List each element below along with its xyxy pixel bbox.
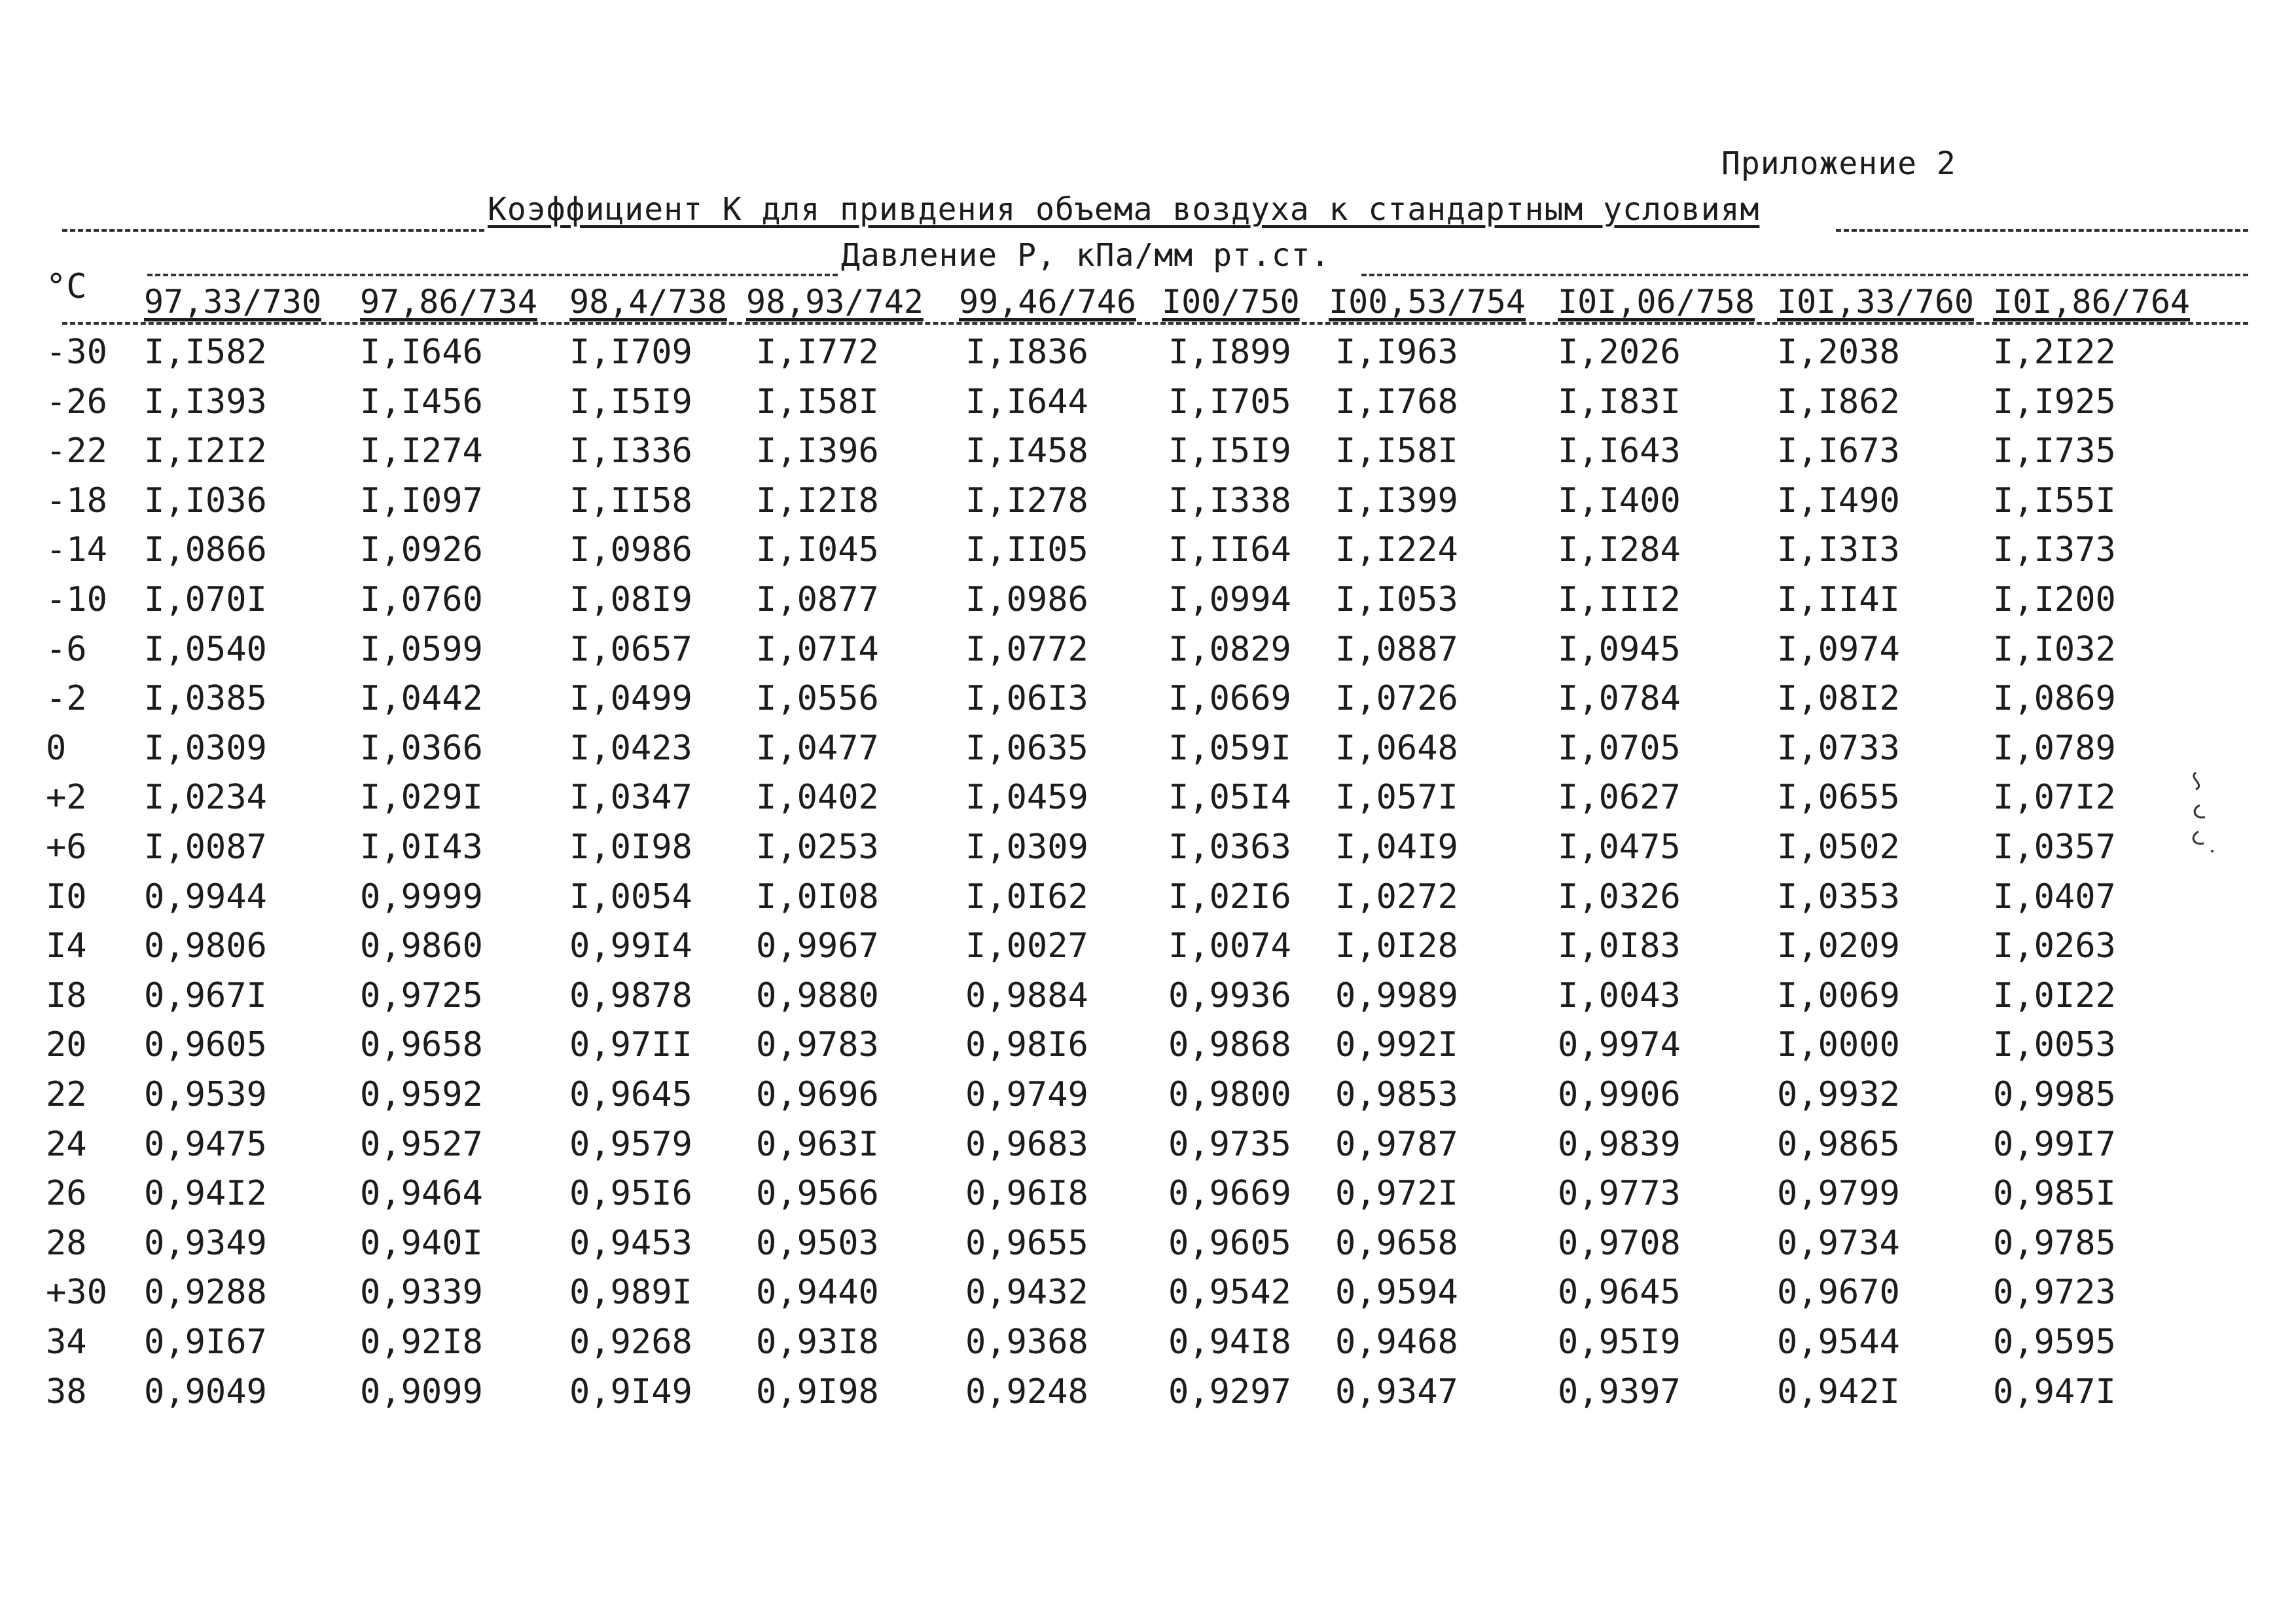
table-row <box>0 1372 2296 1418</box>
temperature-unit-header: °С <box>46 267 87 306</box>
coefficient-cell: I,I224 <box>1335 530 1458 570</box>
coefficient-cell: 0,9868 <box>1168 1025 1291 1065</box>
coefficient-cell: I,0363 <box>1168 828 1291 867</box>
coefficient-cell: I,0054 <box>569 877 692 917</box>
coefficient-cell: I,I278 <box>965 481 1088 520</box>
coefficient-cell: 0,9440 <box>756 1273 879 1313</box>
coefficient-cell: 0,9853 <box>1335 1075 1458 1114</box>
coefficient-cell: I,I490 <box>1777 481 1900 520</box>
temperature-cell: I0 <box>46 877 87 917</box>
coefficient-cell: I,I772 <box>756 333 879 372</box>
coefficient-cell: I,0309 <box>965 828 1088 867</box>
coefficient-cell: 0,9944 <box>144 877 267 917</box>
coefficient-cell: 0,9799 <box>1777 1174 1900 1214</box>
coefficient-cell: 0,9527 <box>360 1124 483 1164</box>
table-row <box>0 926 2296 972</box>
coefficient-cell: 0,9464 <box>360 1174 483 1214</box>
temperature-cell: +6 <box>46 828 87 867</box>
coefficient-cell: 0,95I6 <box>569 1174 692 1214</box>
coefficient-cell: 0,9566 <box>756 1174 879 1214</box>
coefficient-cell: 0,9967 <box>756 926 879 966</box>
coefficient-cell: 0,985I <box>1993 1174 2116 1214</box>
coefficient-cell: I,0705 <box>1558 728 1681 768</box>
coefficient-cell: I,I2I8 <box>756 481 879 520</box>
coefficient-cell: I,I925 <box>1993 382 2116 422</box>
dashed-rule-pressure-right <box>1361 274 2248 276</box>
coefficient-cell: I,I053 <box>1335 580 1458 619</box>
coefficient-cell: I,07I2 <box>1993 778 2116 818</box>
coefficient-cell: I,0540 <box>144 629 267 669</box>
coefficient-cell: I,0234 <box>144 778 267 818</box>
coefficient-cell: 0,9397 <box>1558 1372 1681 1412</box>
coefficient-cell: I,0209 <box>1777 926 1900 966</box>
table-row <box>0 729 2296 775</box>
temperature-cell: +30 <box>46 1273 107 1313</box>
table-row <box>0 976 2296 1022</box>
coefficient-cell: 0,9800 <box>1168 1075 1291 1114</box>
dashed-rule-top-left <box>62 229 484 232</box>
temperature-cell: +2 <box>46 778 87 818</box>
coefficient-cell: I,I582 <box>144 333 267 372</box>
coefficient-cell: 0,98I6 <box>965 1025 1088 1065</box>
coefficient-cell: I,0459 <box>965 778 1088 818</box>
coefficient-cell: I,I036 <box>144 481 267 520</box>
column-header: I00,53/754 <box>1329 283 1526 321</box>
column-header: I0I,06/758 <box>1558 283 1755 321</box>
coefficient-cell: I,I58I <box>1335 431 1458 471</box>
coefficient-cell: I,I284 <box>1558 530 1681 570</box>
coefficient-cell: 0,992I <box>1335 1025 1458 1065</box>
coefficient-cell: I,I400 <box>1558 481 1681 520</box>
coefficient-cell: I,08I2 <box>1777 679 1900 719</box>
coefficient-cell: I,0655 <box>1777 778 1900 818</box>
coefficient-cell: I,0829 <box>1168 629 1291 669</box>
coefficient-cell: I,II4I <box>1777 580 1900 619</box>
coefficient-cell: 0,9932 <box>1777 1075 1900 1114</box>
table-row <box>0 1025 2296 1071</box>
coefficient-cell: 0,9645 <box>569 1075 692 1114</box>
coefficient-cell: I,I644 <box>965 382 1088 422</box>
coefficient-cell: I,II05 <box>965 530 1088 570</box>
coefficient-cell: 0,947I <box>1993 1372 2116 1412</box>
coefficient-cell: I,0402 <box>756 778 879 818</box>
coefficient-cell: 0,9432 <box>965 1273 1088 1313</box>
coefficient-cell: I,04I9 <box>1335 828 1458 867</box>
coefficient-cell: 0,93I8 <box>756 1322 879 1362</box>
coefficient-cell: 0,9878 <box>569 976 692 1015</box>
column-header: I0I,86/764 <box>1993 283 2191 321</box>
coefficient-cell: I,0I62 <box>965 877 1088 917</box>
coefficient-cell: I,0385 <box>144 679 267 719</box>
coefficient-cell: 0,9696 <box>756 1075 879 1114</box>
temperature-cell: 28 <box>46 1223 87 1263</box>
coefficient-cell: I,0866 <box>144 530 267 570</box>
coefficient-cell: 0,9I67 <box>144 1322 267 1362</box>
temperature-cell: I8 <box>46 976 87 1015</box>
coefficient-cell: 0,9989 <box>1335 976 1458 1015</box>
coefficient-cell: I,059I <box>1168 728 1291 768</box>
coefficient-cell: 0,9542 <box>1168 1273 1291 1313</box>
temperature-cell: 22 <box>46 1075 87 1114</box>
coefficient-cell: I,06I3 <box>965 679 1088 719</box>
temperature-cell: -18 <box>46 481 107 520</box>
temperature-cell: -22 <box>46 431 107 471</box>
coefficient-cell: I,0I28 <box>1335 926 1458 966</box>
coefficient-cell: 0,9I49 <box>569 1372 692 1412</box>
coefficient-cell: I,08I9 <box>569 580 692 619</box>
coefficient-cell: I,0347 <box>569 778 692 818</box>
coefficient-cell: 0,9773 <box>1558 1174 1681 1214</box>
coefficient-cell: I,I458 <box>965 431 1088 471</box>
coefficient-cell: I,0784 <box>1558 679 1681 719</box>
coefficient-cell: I,0926 <box>360 530 483 570</box>
coefficient-cell: I,I5I9 <box>1168 431 1291 471</box>
column-header: 98,93/742 <box>746 283 924 321</box>
coefficient-cell: 0,9723 <box>1993 1273 2116 1313</box>
coefficient-cell: 0,9787 <box>1335 1124 1458 1164</box>
coefficient-cell: 0,94I2 <box>144 1174 267 1214</box>
coefficient-cell: 0,9785 <box>1993 1223 2116 1263</box>
table-row <box>0 1322 2296 1368</box>
coefficient-cell: I,I373 <box>1993 530 2116 570</box>
coefficient-cell: I,I899 <box>1168 333 1291 372</box>
temperature-cell: 20 <box>46 1025 87 1065</box>
document-title: Коэффициент К для привдения объема воздуха к стандартным условиям <box>488 191 1760 228</box>
coefficient-cell: I,057I <box>1335 778 1458 818</box>
coefficient-cell: 0,99I4 <box>569 926 692 966</box>
coefficient-cell: I,0043 <box>1558 976 1681 1015</box>
coefficient-cell: I,III2 <box>1558 580 1681 619</box>
coefficient-cell: I,I097 <box>360 481 483 520</box>
table-row <box>0 530 2296 576</box>
coefficient-cell: I,I643 <box>1558 431 1681 471</box>
coefficient-cell: 0,9906 <box>1558 1075 1681 1114</box>
coefficient-cell: 0,9339 <box>360 1273 483 1313</box>
coefficient-cell: I,0986 <box>965 580 1088 619</box>
coefficient-cell: I,I836 <box>965 333 1088 372</box>
coefficient-cell: 0,9349 <box>144 1223 267 1263</box>
coefficient-cell: I,07I4 <box>756 629 879 669</box>
coefficient-cell: I,0353 <box>1777 877 1900 917</box>
coefficient-cell: I,0669 <box>1168 679 1291 719</box>
coefficient-cell: 0,9985 <box>1993 1075 2116 1114</box>
coefficient-cell: 0,9839 <box>1558 1124 1681 1164</box>
dashed-rule-pressure-left <box>147 274 838 276</box>
coefficient-cell: I,0477 <box>756 728 879 768</box>
coefficient-cell: I,0986 <box>569 530 692 570</box>
table-row <box>0 828 2296 873</box>
coefficient-cell: I,0760 <box>360 580 483 619</box>
coefficient-cell: I,0053 <box>1993 1025 2116 1065</box>
coefficient-cell: 0,9099 <box>360 1372 483 1412</box>
coefficient-cell: I,2038 <box>1777 333 1900 372</box>
coefficient-cell: 0,967I <box>144 976 267 1015</box>
coefficient-cell: I,0I43 <box>360 828 483 867</box>
coefficient-cell: I,0326 <box>1558 877 1681 917</box>
table-row <box>0 1273 2296 1319</box>
coefficient-cell: I,0074 <box>1168 926 1291 966</box>
coefficient-cell: 0,9658 <box>360 1025 483 1065</box>
coefficient-cell: 0,9806 <box>144 926 267 966</box>
coefficient-cell: 0,9670 <box>1777 1273 1900 1313</box>
coefficient-cell: 0,9880 <box>756 976 879 1015</box>
coefficient-cell: 0,9658 <box>1335 1223 1458 1263</box>
coefficient-cell: 0,9475 <box>144 1124 267 1164</box>
coefficient-cell: 0,9297 <box>1168 1372 1291 1412</box>
coefficient-cell: I,0945 <box>1558 629 1681 669</box>
coefficient-cell: 0,9865 <box>1777 1124 1900 1164</box>
coefficient-cell: I,I55I <box>1993 481 2116 520</box>
column-header: 97,86/734 <box>360 283 537 321</box>
table-row <box>0 630 2296 676</box>
dashed-rule-under-headers <box>62 322 2248 325</box>
coefficient-cell: I,0423 <box>569 728 692 768</box>
temperature-cell: 38 <box>46 1372 87 1412</box>
coefficient-cell: I,0357 <box>1993 828 2116 867</box>
temperature-cell: -10 <box>46 580 107 619</box>
coefficient-cell: 0,9368 <box>965 1322 1088 1362</box>
coefficient-cell: I,I673 <box>1777 431 1900 471</box>
table-row <box>0 382 2296 428</box>
column-header: 98,4/738 <box>569 283 727 321</box>
coefficient-cell: I,0869 <box>1993 679 2116 719</box>
coefficient-cell: I,0994 <box>1168 580 1291 619</box>
coefficient-cell: 0,9974 <box>1558 1025 1681 1065</box>
coefficient-cell: 0,9655 <box>965 1223 1088 1263</box>
coefficient-cell: 0,9I98 <box>756 1372 879 1412</box>
coefficient-cell: I,I274 <box>360 431 483 471</box>
coefficient-cell: 0,9999 <box>360 877 483 917</box>
appendix-label: Приложение 2 <box>1721 145 1956 182</box>
temperature-cell: -2 <box>46 679 87 719</box>
coefficient-cell: 0,9503 <box>756 1223 879 1263</box>
coefficient-cell: I,I396 <box>756 431 879 471</box>
coefficient-cell: I,0366 <box>360 728 483 768</box>
temperature-cell: -6 <box>46 629 87 669</box>
table-row <box>0 1075 2296 1121</box>
coefficient-cell: I,II64 <box>1168 530 1291 570</box>
coefficient-cell: 0,9734 <box>1777 1223 1900 1263</box>
coefficient-cell: I,I646 <box>360 333 483 372</box>
temperature-cell: -30 <box>46 333 107 372</box>
coefficient-cell: I,0599 <box>360 629 483 669</box>
coefficient-cell: 0,96I8 <box>965 1174 1088 1214</box>
coefficient-cell: I,0657 <box>569 629 692 669</box>
coefficient-cell: 0,9708 <box>1558 1223 1681 1263</box>
coefficient-cell: I,0887 <box>1335 629 1458 669</box>
coefficient-cell: I,0877 <box>756 580 879 619</box>
coefficient-cell: 0,9605 <box>1168 1223 1291 1263</box>
coefficient-cell: I,I58I <box>756 382 879 422</box>
coefficient-cell: I,I393 <box>144 382 267 422</box>
coefficient-cell: I,0069 <box>1777 976 1900 1015</box>
coefficient-cell: 0,963I <box>756 1124 879 1164</box>
pressure-header: Давление Р, кПа/мм рт.ст. <box>841 237 1331 274</box>
coefficient-cell: 0,9936 <box>1168 976 1291 1015</box>
coefficient-cell: I,I5I9 <box>569 382 692 422</box>
coefficient-cell: I,0I98 <box>569 828 692 867</box>
coefficient-cell: 0,9248 <box>965 1372 1088 1412</box>
coefficient-cell: 0,9783 <box>756 1025 879 1065</box>
coefficient-cell: 0,99I7 <box>1993 1124 2116 1164</box>
coefficient-cell: I,I399 <box>1335 481 1458 520</box>
table-row <box>0 679 2296 725</box>
coefficient-cell: I,0772 <box>965 629 1088 669</box>
table-row <box>0 1224 2296 1269</box>
coefficient-cell: I,I3I3 <box>1777 530 1900 570</box>
coefficient-cell: 0,9725 <box>360 976 483 1015</box>
coefficient-cell: I,I963 <box>1335 333 1458 372</box>
coefficient-cell: I,I045 <box>756 530 879 570</box>
coefficient-cell: I,0442 <box>360 679 483 719</box>
coefficient-cell: 0,9645 <box>1558 1273 1681 1313</box>
coefficient-cell: I,I709 <box>569 333 692 372</box>
coefficient-cell: I,0027 <box>965 926 1088 966</box>
coefficient-cell: I,0635 <box>965 728 1088 768</box>
coefficient-cell: I,0789 <box>1993 728 2116 768</box>
coefficient-cell: 0,9453 <box>569 1223 692 1263</box>
temperature-cell: 0 <box>46 728 67 768</box>
coefficient-cell: 0,9539 <box>144 1075 267 1114</box>
coefficient-cell: I,0407 <box>1993 877 2116 917</box>
coefficient-cell: I,I200 <box>1993 580 2116 619</box>
coefficient-cell: 0,9288 <box>144 1273 267 1313</box>
coefficient-cell: I,II58 <box>569 481 692 520</box>
coefficient-cell: I,0I83 <box>1558 926 1681 966</box>
column-header: I00/750 <box>1162 283 1300 321</box>
coefficient-cell: I,I032 <box>1993 629 2116 669</box>
coefficient-cell: 0,9579 <box>569 1124 692 1164</box>
coefficient-cell: I,0309 <box>144 728 267 768</box>
coefficient-cell: 0,9347 <box>1335 1372 1458 1412</box>
coefficient-cell: 0,9683 <box>965 1124 1088 1164</box>
coefficient-cell: 0,9860 <box>360 926 483 966</box>
coefficient-cell: 0,9605 <box>144 1025 267 1065</box>
temperature-cell: 24 <box>46 1124 87 1164</box>
coefficient-cell: I,2I22 <box>1993 333 2116 372</box>
coefficient-cell: I,0499 <box>569 679 692 719</box>
coefficient-cell: 0,9594 <box>1335 1273 1458 1313</box>
table-row <box>0 877 2296 923</box>
coefficient-cell: 0,97II <box>569 1025 692 1065</box>
coefficient-cell: I,0733 <box>1777 728 1900 768</box>
table-row <box>0 1125 2296 1171</box>
coefficient-cell: 0,9592 <box>360 1075 483 1114</box>
coefficient-cell: I,0627 <box>1558 778 1681 818</box>
coefficient-cell: I,I83I <box>1558 382 1681 422</box>
coefficient-cell: 0,9749 <box>965 1075 1088 1114</box>
coefficient-cell: 0,942I <box>1777 1372 1900 1412</box>
coefficient-cell: 0,9669 <box>1168 1174 1291 1214</box>
coefficient-cell: I,0I22 <box>1993 976 2116 1015</box>
coefficient-cell: I,0974 <box>1777 629 1900 669</box>
temperature-cell: I4 <box>46 926 87 966</box>
coefficient-cell: I,05I4 <box>1168 778 1291 818</box>
coefficient-cell: I,I338 <box>1168 481 1291 520</box>
table-row <box>0 778 2296 824</box>
coefficient-cell: 0,940I <box>360 1223 483 1263</box>
coefficient-cell: 0,9268 <box>569 1322 692 1362</box>
temperature-cell: 26 <box>46 1174 87 1214</box>
coefficient-cell: I,0253 <box>756 828 879 867</box>
coefficient-cell: 0,972I <box>1335 1174 1458 1214</box>
table-row <box>0 431 2296 477</box>
coefficient-cell: I,0I08 <box>756 877 879 917</box>
coefficient-cell: I,I735 <box>1993 431 2116 471</box>
coefficient-cell: I,I705 <box>1168 382 1291 422</box>
coefficient-cell: I,I2I2 <box>144 431 267 471</box>
column-header: 97,33/730 <box>144 283 321 321</box>
table-row <box>0 1174 2296 1220</box>
coefficient-cell: I,02I6 <box>1168 877 1291 917</box>
coefficient-cell: 0,9735 <box>1168 1124 1291 1164</box>
coefficient-cell: I,0263 <box>1993 926 2116 966</box>
temperature-cell: -14 <box>46 530 107 570</box>
coefficient-cell: 0,9884 <box>965 976 1088 1015</box>
coefficient-cell: I,0648 <box>1335 728 1458 768</box>
temperature-cell: -26 <box>46 382 107 422</box>
column-header: 99,46/746 <box>959 283 1136 321</box>
coefficient-cell: I,029I <box>360 778 483 818</box>
coefficient-cell: 0,95I9 <box>1558 1322 1681 1362</box>
coefficient-cell: I,0502 <box>1777 828 1900 867</box>
margin-handwritten-mark <box>2176 766 2222 864</box>
temperature-cell: 34 <box>46 1322 87 1362</box>
coefficient-cell: 0,9595 <box>1993 1322 2116 1362</box>
coefficient-cell: I,I456 <box>360 382 483 422</box>
table-row <box>0 333 2296 378</box>
coefficient-cell: I,0726 <box>1335 679 1458 719</box>
column-header: I0I,33/760 <box>1777 283 1975 321</box>
table-row <box>0 580 2296 626</box>
coefficient-cell: I,0087 <box>144 828 267 867</box>
coefficient-cell: I,0475 <box>1558 828 1681 867</box>
coefficient-cell: I,0272 <box>1335 877 1458 917</box>
dashed-rule-top-right <box>1836 229 2248 232</box>
coefficient-cell: I,I768 <box>1335 382 1458 422</box>
coefficient-cell: I,I336 <box>569 431 692 471</box>
coefficient-cell: 0,94I8 <box>1168 1322 1291 1362</box>
coefficient-cell: I,2026 <box>1558 333 1681 372</box>
coefficient-cell: I,0556 <box>756 679 879 719</box>
coefficient-cell: 0,9544 <box>1777 1322 1900 1362</box>
coefficient-cell: 0,92I8 <box>360 1322 483 1362</box>
coefficient-cell: I,I862 <box>1777 382 1900 422</box>
coefficient-cell: 0,9468 <box>1335 1322 1458 1362</box>
coefficient-cell: 0,9049 <box>144 1372 267 1412</box>
table-row <box>0 481 2296 527</box>
coefficient-cell: 0,989I <box>569 1273 692 1313</box>
coefficient-cell: I,0000 <box>1777 1025 1900 1065</box>
coefficient-cell: I,070I <box>144 580 267 619</box>
